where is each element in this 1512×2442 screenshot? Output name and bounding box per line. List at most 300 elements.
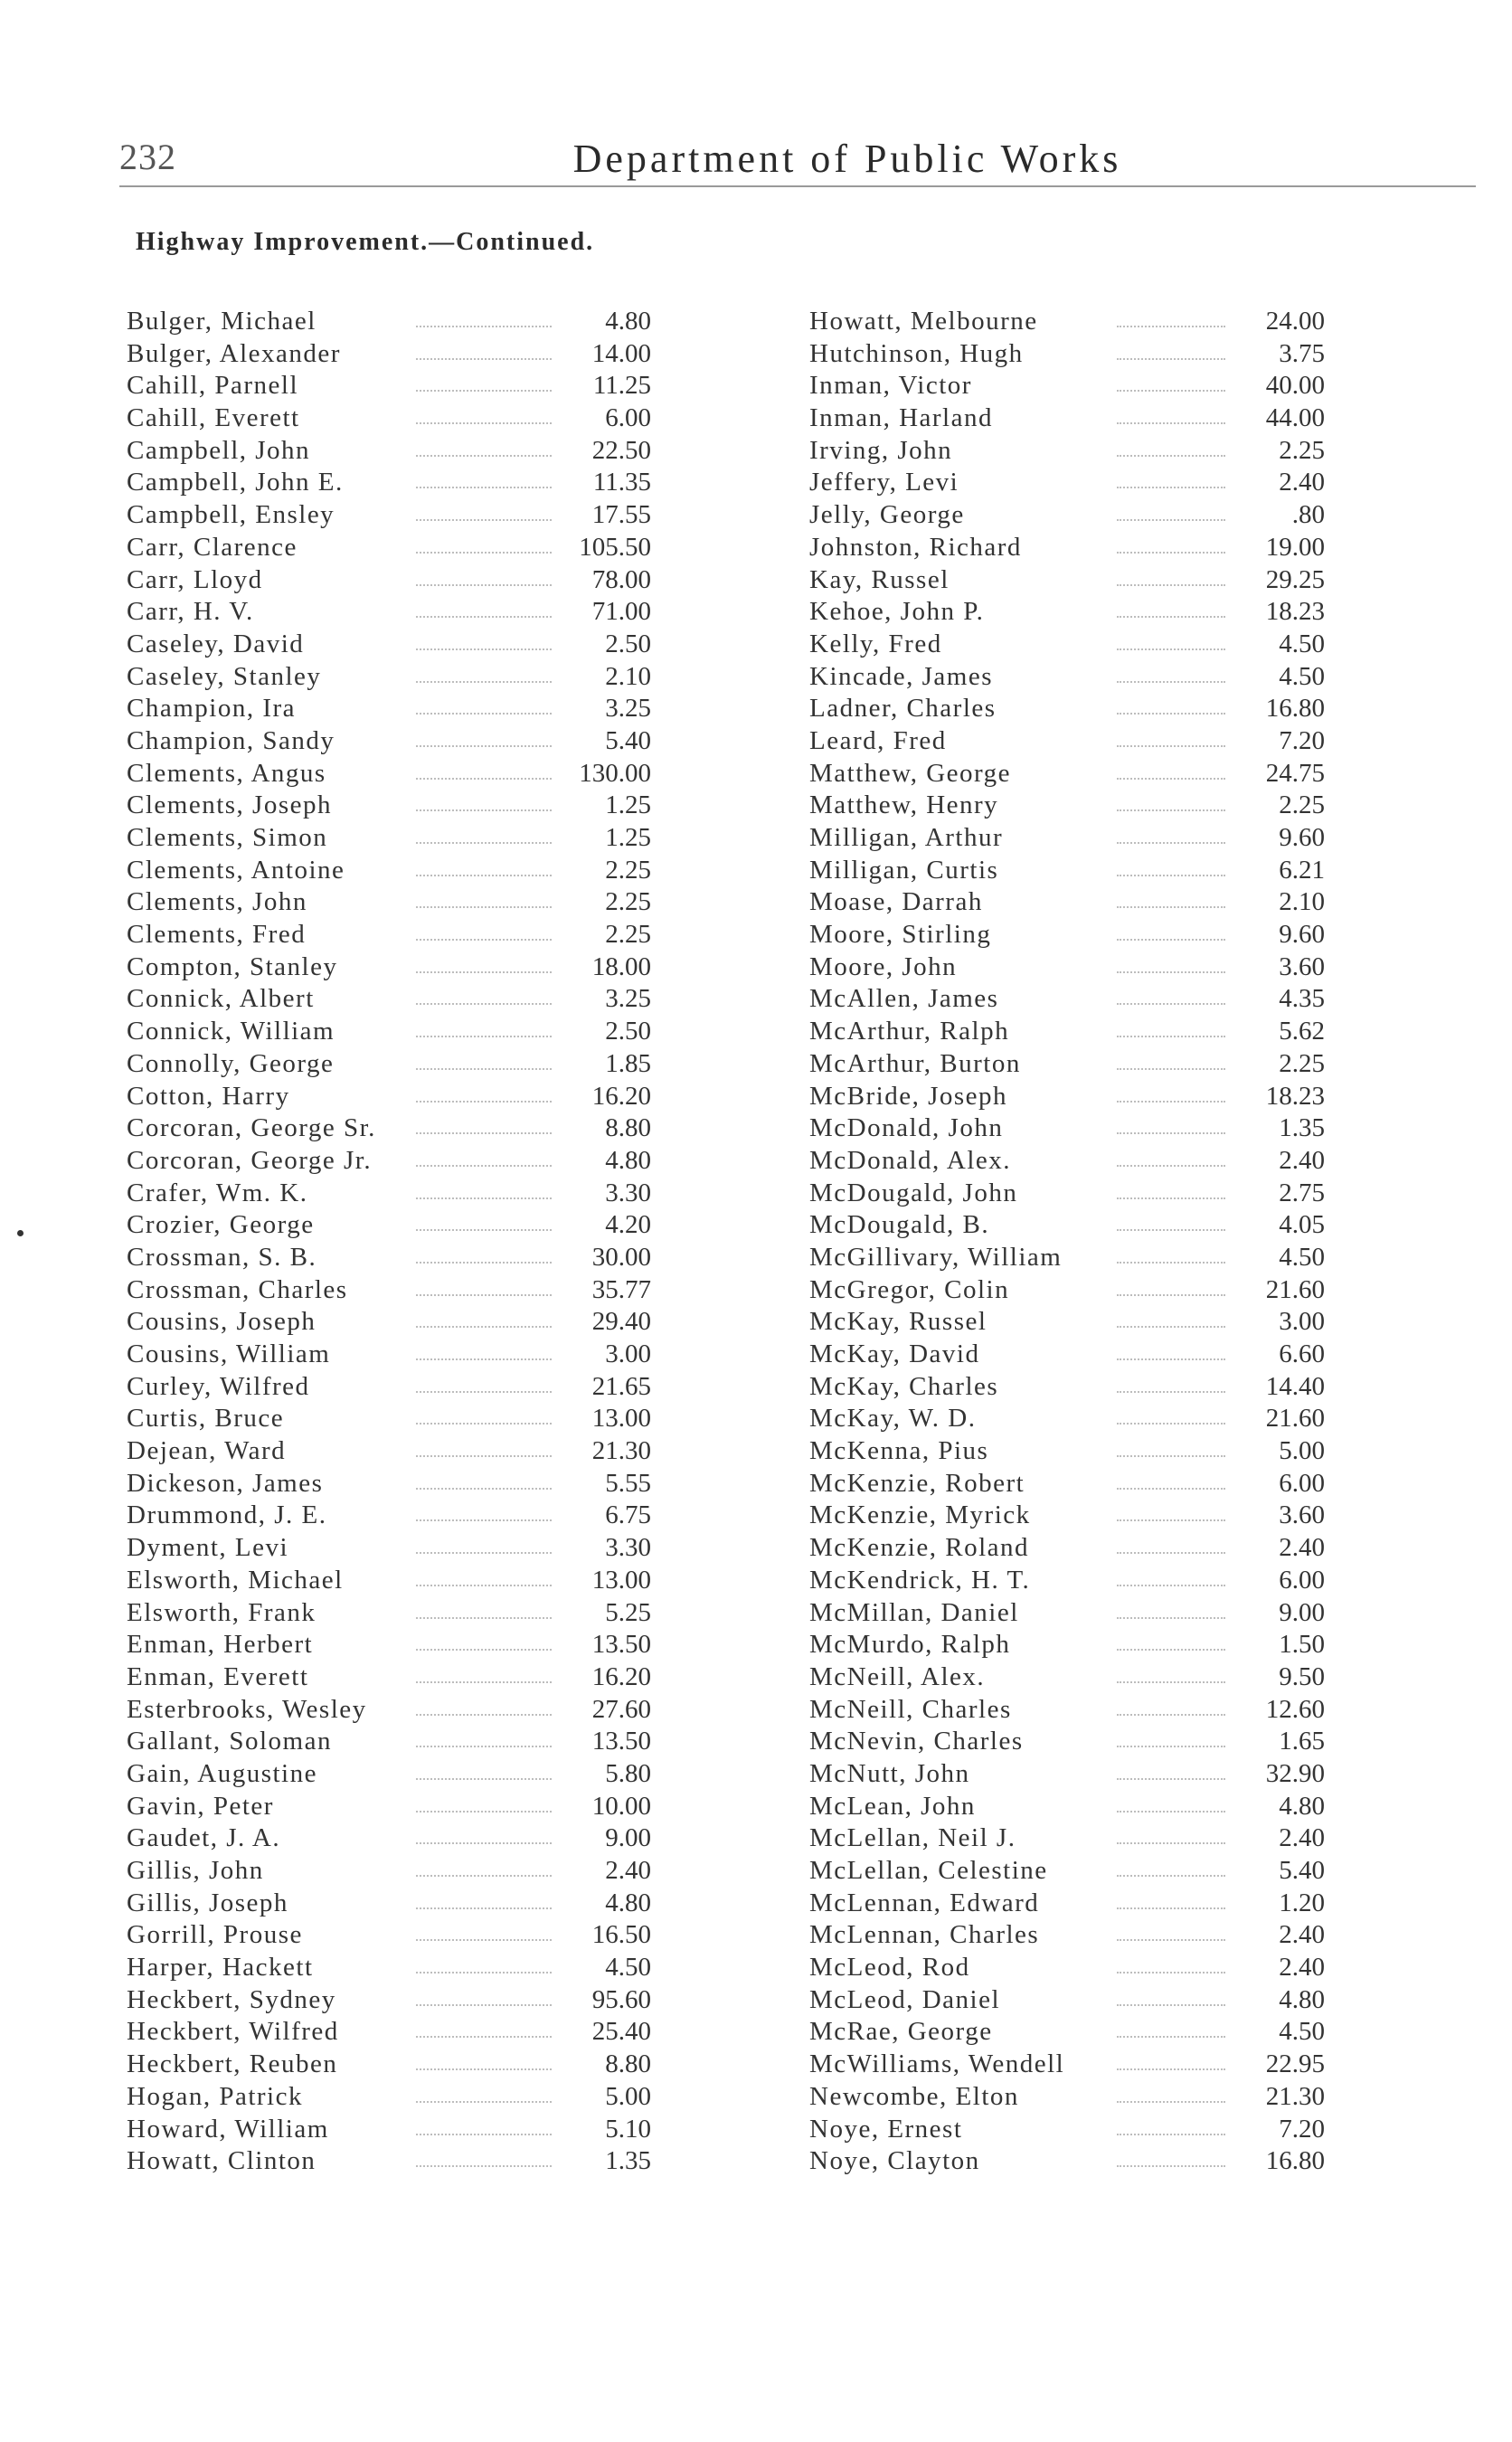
payment-amount: 21.60 — [1265, 1274, 1325, 1304]
list-item — [809, 1919, 1325, 1952]
list-item — [809, 435, 1325, 468]
payee-name: Gallant, Soloman — [127, 1727, 332, 1756]
payee-name: McDonald, Alex. — [809, 1145, 1012, 1175]
list-item — [809, 661, 1325, 694]
list-item — [809, 855, 1325, 887]
payment-amount: 5.62 — [1279, 1017, 1325, 1046]
leader-dots — [416, 842, 552, 844]
payment-amount: 1.20 — [1279, 1888, 1325, 1917]
list-item — [809, 1048, 1325, 1081]
payment-amount: 17.55 — [591, 500, 651, 530]
list-item — [127, 629, 651, 661]
leader-dots — [416, 1101, 552, 1103]
leader-dots — [1117, 1746, 1225, 1747]
leader-dots — [1117, 906, 1225, 908]
payment-amount: 2.40 — [1279, 468, 1325, 497]
payee-name: Gillis, John — [127, 1856, 264, 1885]
payee-name: Kay, Russel — [809, 564, 950, 594]
leader-dots — [1117, 519, 1225, 521]
list-item — [809, 1016, 1325, 1048]
payment-amount: 9.00 — [1279, 1597, 1325, 1627]
payment-amount: 5.55 — [605, 1468, 651, 1498]
list-item — [809, 1371, 1325, 1404]
list-item — [127, 306, 651, 338]
payment-amount: 6.21 — [1279, 855, 1325, 885]
list-item — [127, 1597, 651, 1630]
leader-dots — [1117, 1036, 1225, 1037]
payment-amount: 2.25 — [605, 920, 651, 950]
list-item — [809, 1403, 1325, 1435]
leader-dots — [416, 1132, 552, 1134]
leader-dots — [1117, 616, 1225, 618]
payment-amount: 35.77 — [591, 1274, 651, 1304]
leader-dots — [1117, 1455, 1225, 1457]
list-item — [127, 1822, 651, 1855]
payee-name: Milligan, Arthur — [809, 823, 1004, 852]
list-item — [809, 1468, 1325, 1500]
payment-amount: 2.40 — [605, 1856, 651, 1885]
payment-amount: 4.50 — [605, 1953, 651, 1983]
leader-dots — [416, 681, 552, 683]
payment-amount: 8.80 — [605, 2049, 651, 2079]
list-item — [127, 1178, 651, 1210]
payee-name: Dickeson, James — [127, 1468, 324, 1498]
leader-dots — [1117, 842, 1225, 844]
payee-name: McNeill, Alex. — [809, 1661, 986, 1691]
payment-amount: 2.40 — [1279, 1533, 1325, 1563]
payee-name: Caseley, David — [127, 629, 305, 658]
list-item — [127, 532, 651, 564]
payee-name: Compton, Stanley — [127, 951, 338, 981]
payment-amount: 5.25 — [605, 1597, 651, 1627]
payee-name: Howard, William — [127, 2114, 329, 2144]
list-item — [127, 1242, 651, 1274]
leader-dots — [416, 390, 552, 392]
payee-name: McArthur, Ralph — [809, 1017, 1010, 1046]
payee-name: Heckbert, Sydney — [127, 1984, 336, 2014]
left-column — [127, 306, 651, 2178]
leader-dots — [1117, 1229, 1225, 1231]
payee-name: Champion, Sandy — [127, 725, 335, 755]
payee-name: McLennan, Charles — [809, 1920, 1040, 1950]
payee-name: Moase, Darrah — [809, 887, 983, 917]
leader-dots — [416, 1714, 552, 1716]
payment-amount: 4.50 — [1279, 661, 1325, 691]
payment-amount: 8.80 — [605, 1113, 651, 1143]
payee-name: Heckbert, Wilfred — [127, 2017, 339, 2047]
leader-dots — [416, 1326, 552, 1328]
payee-name: Bulger, Michael — [127, 307, 317, 336]
payee-name: Clements, Angus — [127, 758, 326, 788]
payee-name: McKay, W. D. — [809, 1404, 977, 1434]
list-item — [127, 951, 651, 984]
list-item — [127, 1306, 651, 1339]
leader-dots — [1117, 2004, 1225, 2006]
list-item — [127, 2145, 651, 2178]
leader-dots — [1117, 1165, 1225, 1167]
payment-amount: 6.75 — [605, 1500, 651, 1530]
payee-name: Gain, Augustine — [127, 1758, 317, 1788]
payee-name: McLean, John — [809, 1791, 976, 1821]
payee-name: McGillivary, William — [809, 1242, 1063, 1272]
list-item — [809, 2016, 1325, 2049]
list-item — [809, 1532, 1325, 1565]
list-item — [127, 693, 651, 725]
list-item — [127, 370, 651, 402]
stray-mark — [17, 1230, 24, 1236]
payment-amount: 6.00 — [1279, 1468, 1325, 1498]
payee-name: Bulger, Alexander — [127, 338, 341, 368]
list-item — [127, 1339, 651, 1371]
payee-name: Gillis, Joseph — [127, 1888, 288, 1917]
list-item — [809, 1984, 1325, 2017]
leader-dots — [416, 1358, 552, 1360]
list-item — [809, 402, 1325, 435]
payee-name: McNevin, Charles — [809, 1727, 1024, 1756]
payment-amount: 1.25 — [605, 823, 651, 852]
payee-name: Corcoran, George Sr. — [127, 1113, 376, 1143]
leader-dots — [416, 2101, 552, 2103]
list-item — [809, 1081, 1325, 1113]
payment-amount: 4.80 — [605, 1145, 651, 1175]
list-item — [809, 1888, 1325, 1920]
payee-name: Caseley, Stanley — [127, 661, 322, 691]
payee-name: Noye, Ernest — [809, 2114, 963, 2144]
payment-amount: 3.75 — [1279, 338, 1325, 368]
payment-amount: 2.25 — [605, 855, 651, 885]
payment-amount: 2.10 — [1279, 887, 1325, 917]
list-item — [809, 951, 1325, 984]
payee-name: Gavin, Peter — [127, 1791, 274, 1821]
leader-dots — [1117, 358, 1225, 360]
payee-name: Enman, Herbert — [127, 1630, 314, 1660]
list-item — [809, 1112, 1325, 1145]
payee-name: Howatt, Melbourne — [809, 307, 1038, 336]
leader-dots — [1117, 1939, 1225, 1941]
payment-amount: 22.50 — [591, 435, 651, 465]
payment-amount: 13.50 — [591, 1630, 651, 1660]
leader-dots — [416, 906, 552, 908]
list-item — [127, 564, 651, 597]
list-item — [809, 306, 1325, 338]
payee-name: Crossman, Charles — [127, 1274, 348, 1304]
payment-amount: 2.75 — [1279, 1178, 1325, 1207]
payee-name: Dejean, Ward — [127, 1436, 287, 1466]
payment-amount: 5.40 — [1279, 1856, 1325, 1885]
leader-dots — [1117, 2036, 1225, 2038]
leader-dots — [416, 809, 552, 811]
leader-dots — [1117, 809, 1225, 811]
payment-amount: 13.00 — [591, 1404, 651, 1434]
payee-name: Curtis, Bruce — [127, 1404, 285, 1434]
payment-amount: 2.25 — [1279, 435, 1325, 465]
payee-name: Clements, John — [127, 887, 307, 917]
list-item — [127, 2114, 651, 2146]
payment-amount: 1.35 — [1279, 1113, 1325, 1143]
payment-amount: 2.40 — [1279, 1145, 1325, 1175]
payment-amount: 2.50 — [605, 629, 651, 658]
list-item — [127, 1532, 651, 1565]
payee-name: Kincade, James — [809, 661, 993, 691]
leader-dots — [1117, 390, 1225, 392]
list-item — [809, 919, 1325, 951]
leader-dots — [1117, 648, 1225, 650]
list-item — [809, 467, 1325, 499]
leader-dots — [1117, 1681, 1225, 1683]
payment-amount: 4.80 — [1279, 1984, 1325, 2014]
leader-dots — [1117, 1326, 1225, 1328]
leader-dots — [416, 1036, 552, 1037]
payee-name: McArthur, Burton — [809, 1048, 1021, 1078]
payment-amount: 105.50 — [579, 532, 651, 562]
payee-name: McNutt, John — [809, 1758, 970, 1788]
leader-dots — [416, 1875, 552, 1877]
payment-amount: 9.60 — [1279, 823, 1325, 852]
payee-name: Connolly, George — [127, 1048, 335, 1078]
leader-dots — [1117, 2068, 1225, 2070]
list-item — [809, 1694, 1325, 1727]
payee-name: Matthew, Henry — [809, 790, 999, 820]
payment-amount: 1.50 — [1279, 1630, 1325, 1660]
leader-dots — [416, 1294, 552, 1296]
payment-amount: 18.23 — [1265, 597, 1325, 627]
list-item — [127, 1888, 651, 1920]
leader-dots — [1117, 1714, 1225, 1716]
list-item — [127, 499, 651, 532]
leader-dots — [416, 1907, 552, 1909]
payee-name: Moore, Stirling — [809, 920, 992, 950]
leader-dots — [416, 1455, 552, 1457]
leader-dots — [1117, 552, 1225, 554]
header-rule — [119, 185, 1476, 187]
leader-dots — [416, 1649, 552, 1651]
leader-dots — [1117, 1068, 1225, 1070]
leader-dots — [416, 1262, 552, 1264]
payee-name: McKenzie, Robert — [809, 1468, 1025, 1498]
list-item — [127, 402, 651, 435]
payment-amount: 4.35 — [1279, 984, 1325, 1014]
payment-amount: 9.50 — [1279, 1661, 1325, 1691]
leader-dots — [1117, 778, 1225, 780]
leader-dots — [1117, 1552, 1225, 1554]
payee-name: Gaudet, J. A. — [127, 1823, 281, 1853]
leader-dots — [416, 1681, 552, 1683]
list-item — [809, 1629, 1325, 1661]
payment-amount: 14.40 — [1265, 1371, 1325, 1401]
payment-amount: 21.30 — [591, 1436, 651, 1466]
payment-amount: 2.40 — [1279, 1920, 1325, 1950]
list-item — [809, 886, 1325, 919]
leader-dots — [416, 487, 552, 488]
payment-amount: 2.40 — [1279, 1953, 1325, 1983]
payment-amount: 1.65 — [1279, 1727, 1325, 1756]
leader-dots — [1117, 455, 1225, 457]
payment-amount: 2.25 — [1279, 790, 1325, 820]
payee-name: Carr, H. V. — [127, 597, 254, 627]
list-item — [809, 370, 1325, 402]
payment-amount: 3.00 — [605, 1339, 651, 1368]
leader-dots — [1117, 1778, 1225, 1780]
leader-dots — [416, 519, 552, 521]
payment-amount: 21.30 — [1265, 2081, 1325, 2111]
list-item — [127, 1500, 651, 1532]
payee-name: Gorrill, Prouse — [127, 1920, 303, 1950]
payment-amount: 4.05 — [1279, 1210, 1325, 1240]
payment-amount: 24.00 — [1265, 307, 1325, 336]
payment-amount: 2.50 — [605, 1017, 651, 1046]
list-item — [809, 790, 1325, 822]
payee-name: Dyment, Levi — [127, 1533, 289, 1563]
leader-dots — [416, 584, 552, 586]
payee-name: Elsworth, Michael — [127, 1565, 344, 1595]
list-item — [127, 1661, 651, 1694]
payee-name: Johnston, Richard — [809, 532, 1022, 562]
payee-name: McKenzie, Roland — [809, 1533, 1030, 1563]
payment-amount: 16.80 — [1265, 694, 1325, 724]
leader-dots — [416, 1229, 552, 1231]
payee-name: Jelly, George — [809, 500, 965, 530]
leader-dots — [416, 1519, 552, 1521]
list-item — [127, 661, 651, 694]
payment-amount: .80 — [1291, 500, 1325, 530]
payee-name: Inman, Victor — [809, 371, 972, 401]
payment-amount: 1.35 — [605, 2146, 651, 2176]
leader-dots — [1117, 1003, 1225, 1005]
list-item — [127, 596, 651, 629]
leader-dots — [1117, 1294, 1225, 1296]
payee-name: Moore, John — [809, 951, 958, 981]
leader-dots — [1117, 1423, 1225, 1424]
list-item — [809, 338, 1325, 371]
leader-dots — [416, 745, 552, 747]
leader-dots — [1117, 422, 1225, 424]
list-item — [127, 1952, 651, 1984]
leader-dots — [416, 1939, 552, 1941]
list-item — [809, 822, 1325, 855]
list-item — [127, 1274, 651, 1307]
payee-name: McGregor, Colin — [809, 1274, 1010, 1304]
leader-dots — [416, 1197, 552, 1199]
payee-name: McKay, David — [809, 1339, 980, 1368]
list-item — [127, 1984, 651, 2017]
list-item — [809, 1306, 1325, 1339]
list-item — [127, 886, 651, 919]
list-item — [127, 1468, 651, 1500]
leader-dots — [1117, 1842, 1225, 1844]
payment-amount: 3.60 — [1279, 1500, 1325, 1530]
payment-amount: 2.25 — [1279, 1048, 1325, 1078]
leader-dots — [1117, 1197, 1225, 1199]
list-item — [127, 1371, 651, 1404]
payee-name: Newcombe, Elton — [809, 2081, 1019, 2111]
leader-dots — [1117, 1391, 1225, 1393]
payment-amount: 16.80 — [1265, 2146, 1325, 2176]
list-item — [809, 983, 1325, 1016]
leader-dots — [1117, 939, 1225, 941]
list-item — [809, 2145, 1325, 2178]
payee-name: McMillan, Daniel — [809, 1597, 1019, 1627]
payee-name: McKendrick, H. T. — [809, 1565, 1031, 1595]
payee-name: McDougald, John — [809, 1178, 1018, 1207]
payment-amount: 2.25 — [605, 887, 651, 917]
leader-dots — [416, 1003, 552, 1005]
payee-name: Jeffery, Levi — [809, 468, 959, 497]
payee-name: Heckbert, Reuben — [127, 2049, 338, 2079]
leader-dots — [416, 616, 552, 618]
list-item — [127, 1855, 651, 1888]
payee-name: Campbell, John — [127, 435, 311, 465]
list-item — [809, 693, 1325, 725]
payment-amount: 3.60 — [1279, 951, 1325, 981]
payment-amount: 4.50 — [1279, 2017, 1325, 2047]
leader-dots — [416, 939, 552, 941]
list-item — [809, 532, 1325, 564]
payee-name: McLellan, Celestine — [809, 1856, 1048, 1885]
payee-name: Connick, William — [127, 1017, 335, 1046]
payment-amount: 2.10 — [605, 661, 651, 691]
leader-dots — [1117, 681, 1225, 683]
list-item — [127, 1694, 651, 1727]
page-title: Department of Public Works — [572, 137, 1122, 181]
list-item — [809, 1209, 1325, 1242]
payee-name: Crafer, Wm. K. — [127, 1178, 308, 1207]
payee-name: Milligan, Curtis — [809, 855, 999, 885]
list-item — [809, 1500, 1325, 1532]
leader-dots — [416, 2134, 552, 2135]
list-item — [809, 1242, 1325, 1274]
leader-dots — [416, 875, 552, 876]
payee-name: Drummond, J. E. — [127, 1500, 327, 1530]
payee-name: McDonald, John — [809, 1113, 1004, 1143]
leader-dots — [1117, 713, 1225, 715]
leader-dots — [1117, 971, 1225, 973]
payee-name: Champion, Ira — [127, 694, 297, 724]
payment-amount: 10.00 — [591, 1791, 651, 1821]
leader-dots — [416, 1972, 552, 1973]
payee-name: Elsworth, Frank — [127, 1597, 317, 1627]
list-item — [809, 564, 1325, 597]
leader-dots — [416, 1746, 552, 1747]
payment-amount: 9.60 — [1279, 920, 1325, 950]
payment-amount: 13.50 — [591, 1727, 651, 1756]
payment-amount: 71.00 — [591, 597, 651, 627]
leader-dots — [1117, 1132, 1225, 1134]
payee-name: Carr, Lloyd — [127, 564, 263, 594]
list-item — [809, 1597, 1325, 1630]
payment-amount: 5.10 — [605, 2114, 651, 2144]
payment-amount: 3.25 — [605, 694, 651, 724]
payment-amount: 130.00 — [579, 758, 651, 788]
payment-amount: 16.50 — [591, 1920, 651, 1950]
payee-name: McKenna, Pius — [809, 1436, 989, 1466]
leader-dots — [416, 648, 552, 650]
list-item — [127, 2081, 651, 2114]
payee-name: Clements, Antoine — [127, 855, 345, 885]
payee-name: McKenzie, Myrick — [809, 1500, 1031, 1530]
payment-amount: 1.85 — [605, 1048, 651, 1078]
payee-name: McKay, Charles — [809, 1371, 999, 1401]
list-item — [809, 2081, 1325, 2114]
leader-dots — [1117, 1101, 1225, 1103]
payee-name: McBride, Joseph — [809, 1081, 1008, 1111]
payee-name: Carr, Clarence — [127, 532, 298, 562]
payee-name: Clements, Fred — [127, 920, 307, 950]
list-item — [127, 1209, 651, 1242]
payee-name: Campbell, John E. — [127, 468, 344, 497]
payment-amount: 5.00 — [1279, 1436, 1325, 1466]
payment-amount: 3.30 — [605, 1533, 651, 1563]
payment-amount: 11.35 — [592, 468, 651, 497]
